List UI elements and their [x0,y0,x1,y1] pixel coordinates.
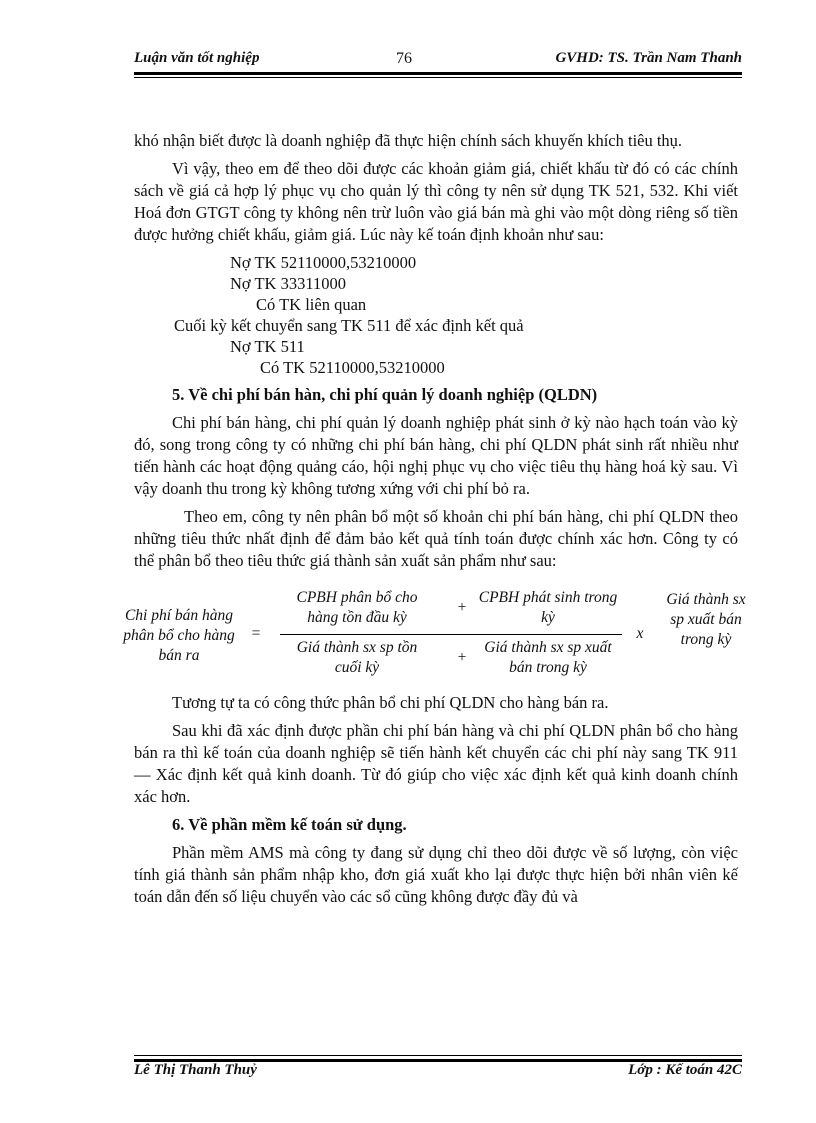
header-rule [134,72,742,75]
entry-line: Nợ TK 511 [230,337,305,356]
paragraph: Sau khi đã xác định được phần chi phí bán hàng và chi phí QLDN phân bổ cho hàng bán ra thì kế toán của doanh nghiệp sẽ tiến hành kết chuyển các chi phí này sang TK 911 — Xác định kết quả kinh doanh. Từ đó giúp cho việc xác định kết quả kinh doanh chính xác hơn. [134,721,738,806]
header-rule-thin [134,77,742,78]
entry-line: Cuối kỳ kết chuyển sang TK 511 để xác định kết quả [174,316,524,335]
formula-lhs: Chi phí bán hàng phân bổ cho hàng bán ra [123,607,235,664]
formula-equals: = [251,625,261,642]
footer-author: Lê Thị Thanh Thuỷ [134,1062,257,1078]
footer-class: Lớp : Kế toán 42C [628,1062,742,1078]
entry-line: Nợ TK 52110000,53210000 [230,253,417,272]
page-header [134,50,742,70]
formula-plus: + [457,599,467,616]
entry-line: Có TK liên quan [256,295,367,314]
header-supervisor: GVHD: TS. Trần Nam Thanh [555,50,742,66]
paragraph: Tương tự ta có công thức phân bổ chi phí QLDN cho hàng bán ra. [172,693,609,712]
formula-numerator-a: CPBH phân bổ cho hàng tồn đầu kỳ [296,589,418,626]
paragraph: khó nhận biết được là doanh nghiệp đã thực hiện chính sách khuyến khích tiêu thụ. [134,131,683,150]
section-heading-6: 6. Về phần mềm kế toán sử dụng. [172,815,407,834]
fraction-bar [280,634,622,635]
header-thesis-title: Luận văn tốt nghiệp [134,50,260,66]
journal-entries [134,252,738,378]
formula-denominator-b: Giá thành sx sp xuất bán trong kỳ [484,639,612,676]
entry-line: Nợ TK 33311000 [230,274,346,293]
document-body [123,130,746,914]
section-heading-5: 5. Về chi phí bán hàn, chi phí quản lý doanh nghiệp (QLDN) [172,385,598,404]
formula-numerator-b: CPBH phát sinh trong kỳ [478,589,618,626]
paragraph: Chi phí bán hàng, chi phí quản lý doanh nghiệp phát sinh ở kỳ nào hạch toán vào kỳ đó, song trong công ty có những chi phí bán hàng, chi phí QLDN phát sinh rất nhiều như tiến hành các hoạt động quảng cáo, hội nghị phục vụ cho việc tiêu thụ hàng hoá kỳ sau. Vì vậy doanh thu trong kỳ không tương xứng với chi phí bỏ ra. [134,413,738,498]
footer-rule-thin [134,1055,742,1056]
formula-denominator-a: Giá thành sx sp tồn cuối kỳ [296,639,418,676]
allocation-formula [114,584,746,684]
paragraph: Vì vậy, theo em để theo dõi được các khoản giảm giá, chiết khấu từ đó có các chính sách về giá cả hợp lý phục vụ cho quản lý thì công ty nên sử dụng TK 521, 532. Khi viết Hoá đơn GTGT công ty không nên trừ luôn vào giá bán mà ghi vào một dòng riêng số tiền được hưởng chiết khấu, giảm giá. Lúc này kế toán định khoản như sau: [134,159,738,244]
entry-line: Có TK 52110000,53210000 [260,358,445,377]
page-footer [134,1062,742,1082]
formula-rhs: Giá thành sx sp xuất bán trong kỳ [666,591,746,648]
paragraph: Phần mềm AMS mà công ty đang sử dụng chỉ theo dõi được về số lượng, còn việc tính giá thành sản phẩm nhập kho, đơn giá xuất kho lại được thực hiện bởi nhân viên kế toán dẫn đến số liệu chuyển vào các sổ cũng không được đầy đủ và [134,843,738,906]
paragraph: Theo em, công ty nên phân bổ một số khoản chi phí bán hàng, chi phí QLDN theo những tiêu thức nhất định để đảm bảo kết quả tính toán được chính xác hơn. Công ty có thể phân bổ theo tiêu thức giá thành sản xuất sản phẩm như sau: [134,507,738,570]
page-number: 76 [396,50,412,67]
formula-times: x [636,625,644,642]
formula-plus: + [457,649,467,666]
